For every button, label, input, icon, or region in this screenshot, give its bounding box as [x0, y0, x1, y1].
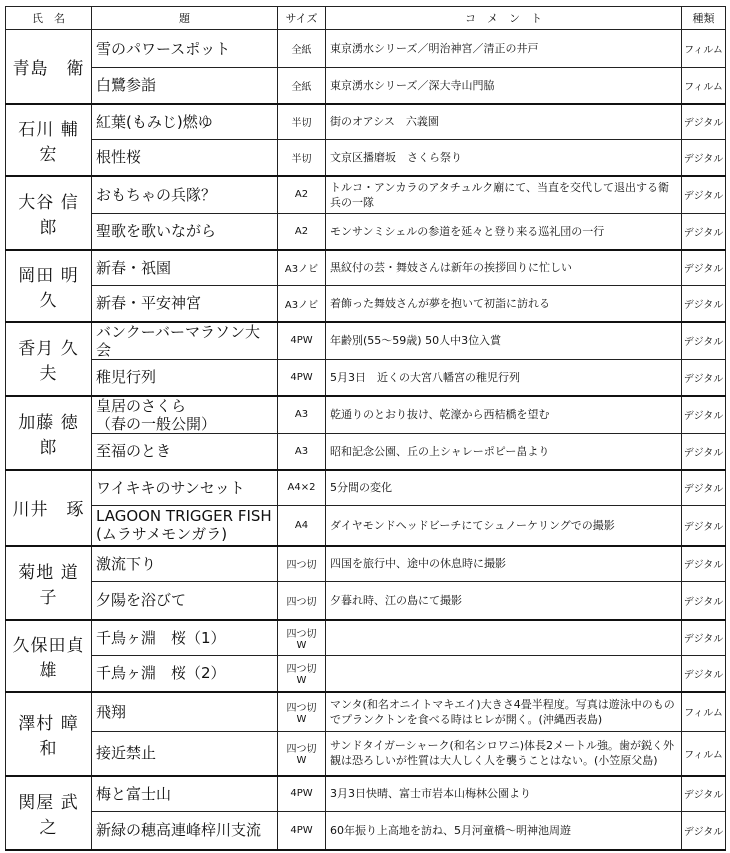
print-size: 四つ切W — [278, 732, 326, 776]
photographer-name: 加藤 徳郎 — [6, 396, 92, 470]
photo-title: 新春・祇園 — [92, 250, 278, 286]
header-type: 種類 — [682, 7, 726, 30]
photo-title: LAGOON TRIGGER FISH (ムラサメモンガラ) — [92, 506, 278, 546]
media-type: デジタル — [682, 434, 726, 470]
media-type: デジタル — [682, 470, 726, 506]
media-type: デジタル — [682, 214, 726, 250]
photo-title: 激流下り — [92, 546, 278, 582]
print-size: A3ノビ — [278, 250, 326, 286]
photo-comment: マンタ(和名オニイトマキエイ)大きさ4畳半程度。写真は遊泳中のものでプランクトンを食べる時はヒレが開く。(沖縄西表島) — [326, 692, 682, 732]
print-size: A2 — [278, 176, 326, 214]
photo-title: ワイキキのサンセット — [92, 470, 278, 506]
table-row — [6, 140, 726, 176]
photo-title: バンクーバーマラソン大会 — [92, 322, 278, 360]
photo-title: 千鳥ヶ淵 桜（2） — [92, 656, 278, 692]
print-size: 全紙 — [278, 30, 326, 68]
photo-comment: サンドタイガーシャーク(和名シロワニ)体長2メートル強。歯が鋭く外観は恐ろしいが性質は大人しく人を襲うことはない。(小笠原父島) — [326, 732, 682, 776]
header-name: 氏 名 — [6, 7, 92, 30]
photographer-name: 関屋 武之 — [6, 776, 92, 850]
media-type: デジタル — [682, 176, 726, 214]
photo-title: 至福のとき — [92, 434, 278, 470]
photo-comment: トルコ・アンカラのアタチュルク廟にて、当直を交代して退出する衛兵の一隊 — [326, 176, 682, 214]
print-size: 四つ切W — [278, 692, 326, 732]
media-type: デジタル — [682, 812, 726, 850]
print-size: 4PW — [278, 360, 326, 396]
table-row — [6, 360, 726, 396]
photo-title: 飛翔 — [92, 692, 278, 732]
photographer-name: 青島 衛 — [6, 30, 92, 104]
photo-title: 聖歌を歌いながら — [92, 214, 278, 250]
photo-comment: 60年振り上高地を訪ね、5月河童橋～明神池周遊 — [326, 812, 682, 850]
photo-comment: ダイヤモンドヘッドビーチにてシュノーケリングでの撮影 — [326, 506, 682, 546]
photo-comment: 黒紋付の芸・舞妓さんは新年の挨拶回りに忙しい — [326, 250, 682, 286]
photographer-name: 川井 琢 — [6, 470, 92, 546]
photo-comment: 乾通りのとおり抜け、乾濠から西桔橋を望む — [326, 396, 682, 434]
print-size: A3 — [278, 396, 326, 434]
table-row — [6, 620, 726, 656]
header-size: サイズ — [278, 7, 326, 30]
print-size: A4×2 — [278, 470, 326, 506]
media-type: デジタル — [682, 546, 726, 582]
media-type: フィルム — [682, 30, 726, 68]
photo-comment: 街のオアシス 六義園 — [326, 104, 682, 140]
media-type: デジタル — [682, 776, 726, 812]
table-row — [6, 214, 726, 250]
photo-title: おもちゃの兵隊？ — [92, 176, 278, 214]
media-type: デジタル — [682, 582, 726, 620]
photographer-name: 香月 久夫 — [6, 322, 92, 396]
photo-comment: 夕暮れ時、江の島にて撮影 — [326, 582, 682, 620]
photographer-name: 大谷 信郎 — [6, 176, 92, 250]
print-size: 4PW — [278, 322, 326, 360]
header-row — [6, 7, 726, 30]
table-row — [6, 582, 726, 620]
photo-comment: 四国を旅行中、途中の休息時に撮影 — [326, 546, 682, 582]
photo-comment: 5分間の変化 — [326, 470, 682, 506]
photo-title: 紅葉(もみじ)燃ゆ — [92, 104, 278, 140]
media-type: デジタル — [682, 620, 726, 656]
table-row — [6, 506, 726, 546]
photo-comment: 昭和記念公園、丘の上シャレーポピー畠より — [326, 434, 682, 470]
photographer-name: 菊地 道子 — [6, 546, 92, 620]
media-type: フィルム — [682, 692, 726, 732]
photographer-name: 澤村 暲和 — [6, 692, 92, 776]
photographer-name: 岡田 明久 — [6, 250, 92, 322]
photo-comment — [326, 620, 682, 656]
table-row — [6, 286, 726, 322]
table-row — [6, 176, 726, 214]
photo-comment: 東京湧水シリーズ／深大寺山門脇 — [326, 68, 682, 104]
photo-title: 千鳥ヶ淵 桜（1） — [92, 620, 278, 656]
table-row — [6, 470, 726, 506]
photo-title: 稚児行列 — [92, 360, 278, 396]
photo-comment — [326, 656, 682, 692]
header-title: 題 — [92, 7, 278, 30]
table-row — [6, 104, 726, 140]
print-size: A3ノビ — [278, 286, 326, 322]
media-type: デジタル — [682, 360, 726, 396]
print-size: 四つ切 — [278, 582, 326, 620]
photo-title: 夕陽を浴びて — [92, 582, 278, 620]
header-comment: コ メ ン ト — [326, 7, 682, 30]
print-size: A4 — [278, 506, 326, 546]
media-type: デジタル — [682, 506, 726, 546]
print-size: 4PW — [278, 776, 326, 812]
table-row — [6, 434, 726, 470]
table-row — [6, 546, 726, 582]
table-row — [6, 656, 726, 692]
print-size: 半切 — [278, 104, 326, 140]
photo-title: 新緑の穂高連峰梓川支流 — [92, 812, 278, 850]
exhibition-list — [5, 6, 725, 851]
photographer-name: 石川 輔宏 — [6, 104, 92, 176]
table-row — [6, 396, 726, 434]
print-size: 四つ切 — [278, 546, 326, 582]
print-size: A2 — [278, 214, 326, 250]
photo-title: 雪のパワースポット — [92, 30, 278, 68]
media-type: デジタル — [682, 322, 726, 360]
media-type: フィルム — [682, 732, 726, 776]
photo-comment: 年齢別(55～59歳) 50人中3位入賞 — [326, 322, 682, 360]
print-size: 四つ切W — [278, 656, 326, 692]
media-type: デジタル — [682, 140, 726, 176]
media-type: デジタル — [682, 286, 726, 322]
table-row — [6, 732, 726, 776]
print-size: 半切 — [278, 140, 326, 176]
table-row — [6, 68, 726, 104]
photo-entry-table — [5, 6, 726, 851]
print-size: A3 — [278, 434, 326, 470]
table-row — [6, 322, 726, 360]
media-type: デジタル — [682, 396, 726, 434]
photo-comment: 5月3日 近くの大宮八幡宮の稚児行列 — [326, 360, 682, 396]
photo-title: 皇居のさくら （春の一般公開） — [92, 396, 278, 434]
print-size: 全紙 — [278, 68, 326, 104]
media-type: デジタル — [682, 104, 726, 140]
table-row — [6, 692, 726, 732]
photographer-name: 久保田貞雄 — [6, 620, 92, 692]
table-row — [6, 30, 726, 68]
photo-title: 新春・平安神宮 — [92, 286, 278, 322]
photo-title: 接近禁止 — [92, 732, 278, 776]
table-row — [6, 776, 726, 812]
photo-title: 根性桜 — [92, 140, 278, 176]
photo-comment: 着飾った舞妓さんが夢を抱いて初詣に訪れる — [326, 286, 682, 322]
photo-comment: 東京湧水シリーズ／明治神宮／清正の井戸 — [326, 30, 682, 68]
print-size: 四つ切W — [278, 620, 326, 656]
photo-comment: 文京区播磨坂 さくら祭り — [326, 140, 682, 176]
photo-comment: モンサンミシェルの参道を延々と登り来る巡礼団の一行 — [326, 214, 682, 250]
photo-title: 梅と富士山 — [92, 776, 278, 812]
media-type: デジタル — [682, 250, 726, 286]
table-row — [6, 812, 726, 850]
print-size: 4PW — [278, 812, 326, 850]
photo-comment: 3月3日快晴、富士市岩本山梅林公園より — [326, 776, 682, 812]
media-type: フィルム — [682, 68, 726, 104]
table-row — [6, 250, 726, 286]
media-type: デジタル — [682, 656, 726, 692]
photo-title: 白鷺参詣 — [92, 68, 278, 104]
